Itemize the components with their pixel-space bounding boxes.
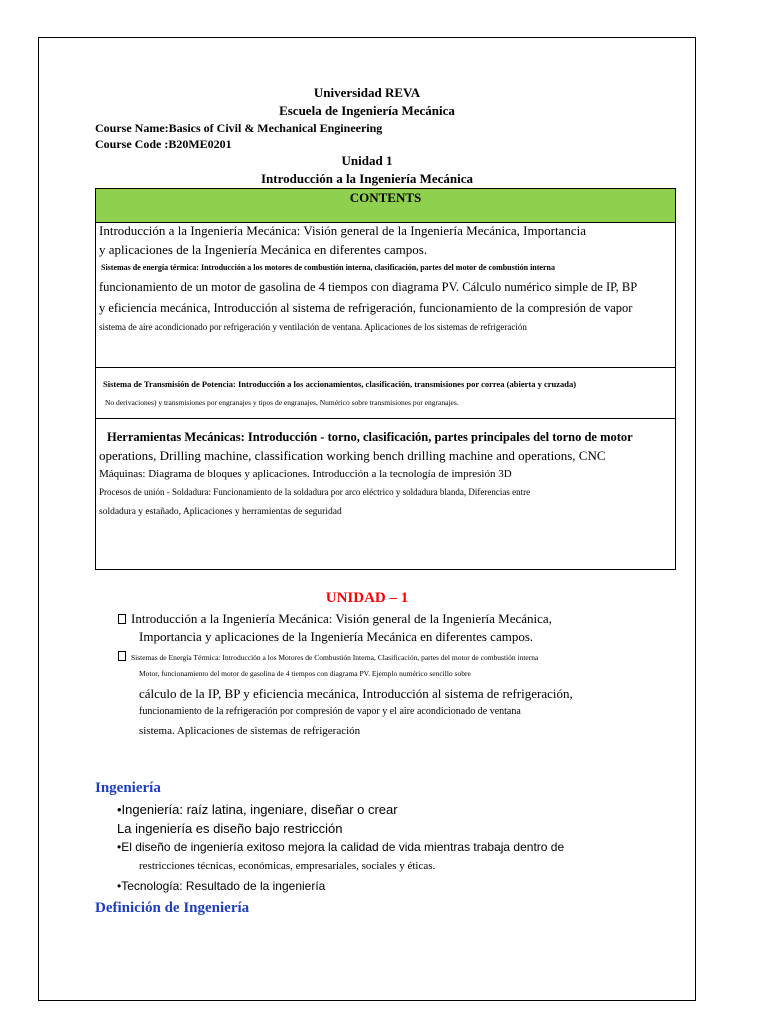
ingenieria-point-2: La ingeniería es diseño bajo restricción [117,821,343,836]
bullet-box-icon [118,651,126,661]
ingenieria-point-3: •El diseño de ingeniería exitoso mejora la calidad de vida mientras trabaja dentro de [117,840,565,854]
ingenieria-point-3-cont: restricciones técnicas, económicas, empresariales, sociales y éticas. [139,860,436,872]
box1-line-4: funcionamiento de un motor de gasolina de 4 tiempos con diagrama PV. Cálculo numérico simple de IP, BP [99,280,638,294]
ingenieria-point-4: •Tecnología: Resultado de la ingeniería [117,879,326,893]
school-name: Escuela de Ingeniería Mecánica [279,103,455,118]
box1-line-2: y aplicaciones de la Ingeniería Mecánica en diferentes campos. [99,242,428,257]
course-code: Course Code :B20ME0201 [95,137,232,151]
box3-line-2: operations, Drilling machine, classification working bench drilling machine and operations, CNC [99,448,606,463]
university-name: Universidad REVA [313,85,421,100]
contents-title: CONTENTS [349,190,422,205]
bullet-2 [118,651,538,662]
box2-line-1: Sistema de Transmisión de Potencia: Introducción a los accionamientos, clasificación, transmisiones por correa (abierta y cruzada) [103,379,577,389]
contents-header [95,188,676,223]
box3-line-1: Herramientas Mecánicas: Introducción - torno, clasificación, partes principales del torno de motor [107,430,633,444]
bullet-2-line-1: Sistemas de Energía Térmica: Introducción a los Motores de Combustión Interna, Clasificación, partes del motor de combustión interna [131,653,539,662]
course-name: Course Name:Basics of Civil & Mechanical Engineering [95,121,383,135]
bullet-2-line-5: sistema. Aplicaciones de sistemas de refrigeración [139,725,361,737]
box1-line-3: Sistemas de energía térmica: Introducción a los motores de combustión interna, clasificación, partes del motor de combustión interna [101,263,555,272]
box1-line-6: sistema de aire acondicionado por refrigeración y ventilación de ventana. Aplicaciones de los sistemas de refrigeración [99,322,527,332]
definition-heading: Definición de Ingeniería [95,900,250,916]
box3-line-3: Máquinas: Diagrama de bloques y aplicaciones. Introducción a la tecnología de impresión 3D [99,468,512,480]
box2-line-2: No derivaciones) y transmisiones por engranajes y tipos de engranajes, Numérico sobre transmisiones por engranajes. [105,398,459,407]
bullet-2-line-3: cálculo de la IP, BP y eficiencia mecánica, Introducción al sistema de refrigeración, [139,686,573,701]
contents-box-2 [95,367,676,419]
box1-line-5: y eficiencia mecánica, Introducción al sistema de refrigeración, funcionamiento de la compresión de vapor [99,301,633,315]
box3-line-5: soldadura y estañado, Aplicaciones y herramientas de seguridad [99,507,342,517]
unit-title: Introducción a la Ingeniería Mecánica [260,171,474,186]
bullet-2-line-2: Motor, funcionamiento del motor de gasolina de 4 tiempos con diagrama PV. Ejemplo numérico sencillo sobre [139,669,471,678]
box1-line-1: Introducción a la Ingeniería Mecánica: Visión general de la Ingeniería Mecánica, Importancia [99,223,586,238]
unit-label: Unidad 1 [341,153,393,168]
unidad-title: UNIDAD – 1 [325,590,409,606]
bullet-1-line-2: Importancia y aplicaciones de la Ingeniería Mecánica en diferentes campos. [139,629,534,644]
ingenieria-point-1: •Ingeniería: raíz latina, ingeniare, diseñar o crear [117,802,398,817]
bullet-box-icon [118,614,126,624]
bullet-1-line-1: Introducción a la Ingeniería Mecánica: Visión general de la Ingeniería Mecánica, [131,611,552,626]
bullet-2-line-4: funcionamiento de la refrigeración por compresión de vapor y el aire acondicionado de ventana [139,706,521,717]
ingenieria-heading: Ingeniería [95,780,161,796]
bullet-1 [118,611,552,627]
box3-line-4: Procesos de unión - Soldadura: Funcionamiento de la soldadura por arco eléctrico y soldadura blanda, Diferencias entre [99,487,531,497]
